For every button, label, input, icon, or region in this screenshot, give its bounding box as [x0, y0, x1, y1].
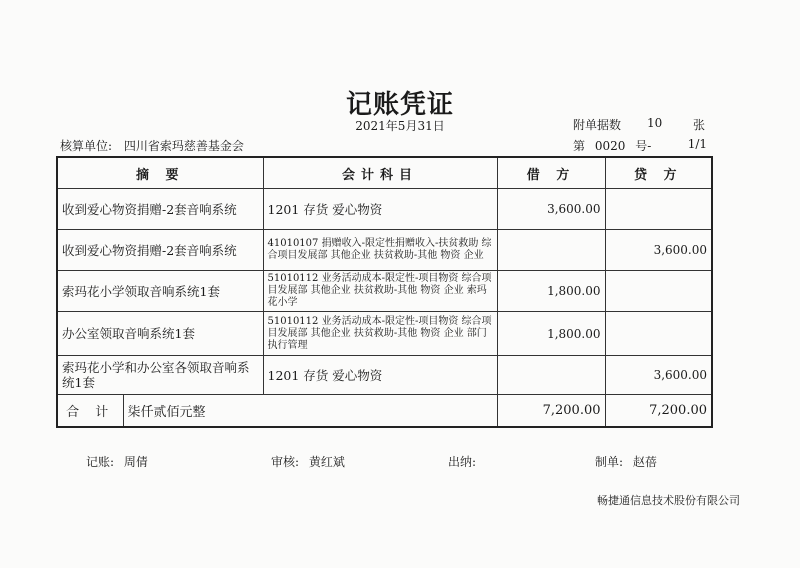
- row-summary: 索玛花小学领取音响系统1套: [57, 271, 263, 312]
- row-account: 51010112 业务活动成本-限定性-项目物资 综合项目发展部 其他企业 扶贫救助-其他 物资 企业 索玛花小学: [263, 271, 497, 312]
- total-row: [57, 395, 712, 428]
- preparer-label: 制单:: [595, 455, 624, 469]
- row-account: 1201 存货 爱心物资: [263, 356, 497, 395]
- row-credit: 3,600.00: [605, 356, 712, 395]
- header-credit: 贷 方: [605, 157, 712, 189]
- table-row: [57, 312, 712, 356]
- row-credit: [605, 189, 712, 230]
- reviewer-label: 审核:: [271, 455, 300, 469]
- page-indicator: 1/1: [687, 137, 707, 151]
- row-debit: 1,800.00: [497, 312, 605, 356]
- table-row: [57, 230, 712, 271]
- preparer-signature: [595, 453, 657, 470]
- row-summary: 索玛花小学和办公室各领取音响系统1套: [57, 356, 263, 395]
- bookkeeper-label: 记账:: [86, 455, 115, 469]
- table-row: [57, 271, 712, 312]
- voucher-table: [56, 156, 713, 428]
- row-credit: [605, 312, 712, 356]
- preparer-name: 赵蓓: [632, 455, 657, 469]
- footer-company: 畅捷通信息技术股份有限公司: [597, 494, 740, 507]
- attachments: [573, 116, 706, 133]
- no-suffix: 号-: [635, 139, 652, 153]
- reviewer-name: 黄红斌: [308, 455, 345, 469]
- total-label: 合 计: [57, 395, 123, 428]
- accounting-unit: [60, 137, 244, 154]
- row-debit: [497, 230, 605, 271]
- total-amount-words: 柒仟贰佰元整: [123, 395, 497, 428]
- row-summary: 收到爱心物资捐赠-2套音响系统: [57, 230, 263, 271]
- attach-label: 附单据数: [573, 118, 622, 132]
- header-summary: 摘 要: [57, 157, 263, 189]
- row-account: 41010107 捐赠收入-限定性捐赠收入-扶贫救助 综合项目发展部 其他企业 扶贫救助-其他 物资 企业: [263, 230, 497, 271]
- voucher-date: 2021年5月31日: [355, 119, 445, 133]
- row-debit: 1,800.00: [497, 271, 605, 312]
- row-summary: 办公室领取音响系统1套: [57, 312, 263, 356]
- table-row: [57, 189, 712, 230]
- row-debit: [497, 356, 605, 395]
- row-summary: 收到爱心物资捐赠-2套音响系统: [57, 189, 263, 230]
- row-debit: 3,600.00: [497, 189, 605, 230]
- table-row: [57, 356, 712, 395]
- cashier-label: 出纳:: [448, 455, 477, 469]
- attach-count: 10: [647, 116, 663, 130]
- header-row: [57, 157, 712, 189]
- no-prefix: 第: [573, 139, 586, 153]
- bookkeeper-signature: [86, 453, 148, 470]
- row-account: 1201 存货 爱心物资: [263, 189, 497, 230]
- total-credit: 7,200.00: [605, 395, 712, 428]
- row-credit: [605, 271, 712, 312]
- total-debit: 7,200.00: [497, 395, 605, 428]
- voucher-no: 0020: [594, 139, 626, 153]
- row-credit: 3,600.00: [605, 230, 712, 271]
- row-account: 51010112 业务活动成本-限定性-项目物资 综合项目发展部 其他企业 扶贫救助-其他 物资 企业 部门执行管理: [263, 312, 497, 356]
- voucher-title: 记账凭证: [345, 90, 454, 120]
- unit-name: 四川省索玛慈善基金会: [123, 139, 244, 153]
- attach-unit: 张: [693, 118, 706, 132]
- cashier-signature: [448, 453, 482, 470]
- reviewer-signature: [271, 453, 345, 470]
- header-debit: 借 方: [497, 157, 605, 189]
- unit-label: 核算单位:: [60, 139, 113, 153]
- header-account: 会计科目: [263, 157, 497, 189]
- bookkeeper-name: 周倩: [123, 455, 148, 469]
- voucher-number: [573, 137, 713, 154]
